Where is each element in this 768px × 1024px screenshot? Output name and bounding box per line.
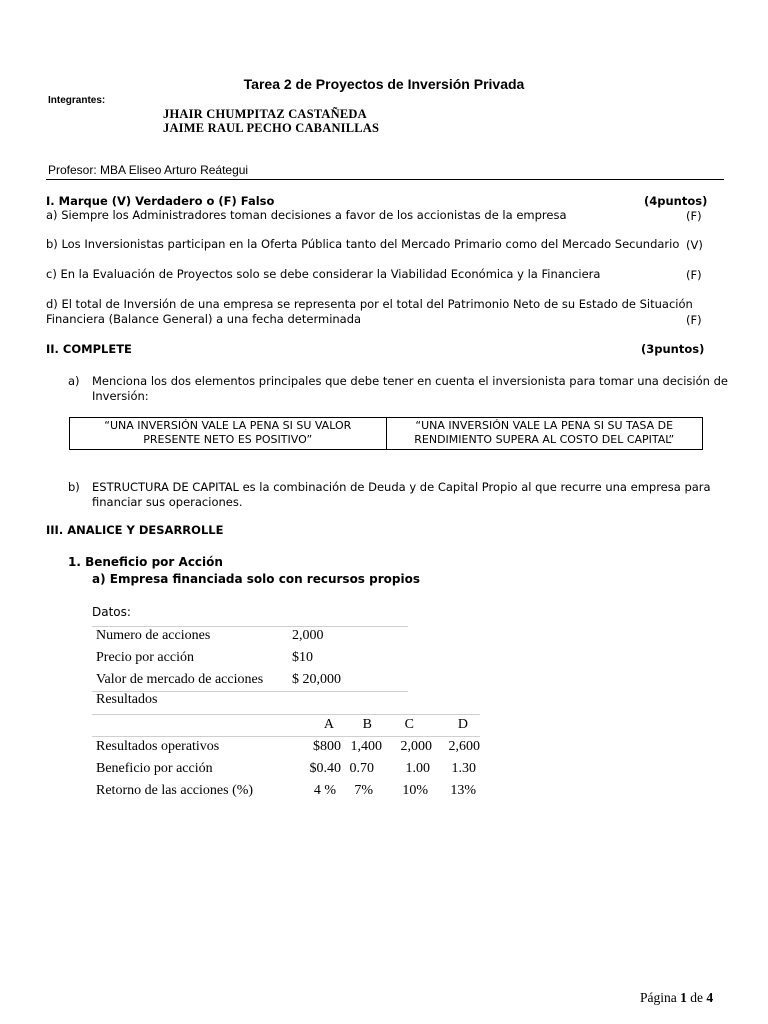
answer-box-left-line: PRESENTE NETO ES POSITIVO” [143,433,313,446]
table-cell: 13% [450,783,476,798]
table-cell: $800 [313,739,341,754]
datos-row-value: 2,000 [292,628,324,643]
question-text: financiar sus operaciones. [92,495,243,509]
table-cell: $0.40 [309,761,341,776]
question-text: Financiera (Balance General) a una fecha determinada [46,312,362,326]
table-cell: 1,400 [350,739,382,754]
table-row-label: Resultados operativos [96,739,220,754]
table-cell: 1.00 [405,761,430,776]
question-text: ESTRUCTURA DE CAPITAL es la combinación de Deuda y de Capital Propio al que recurre una empresa para [92,480,711,494]
column-header: A [323,717,334,732]
answer-box-right [386,418,703,450]
question-answer: (V) [686,238,703,252]
table-cell: 4 % [313,783,336,798]
item-label: a) [68,374,80,388]
question-text: Inversión: [92,389,149,403]
table-cell: 2,600 [448,739,480,754]
table-row-label: Beneficio por acción [96,761,213,776]
page-prefix: Página [640,990,677,1005]
question-text: c) En la Evaluación de Proyectos solo se debe considerar la Viabilidad Económica y la Financiera [46,267,601,281]
resultados-label: Resultados [96,692,158,707]
datos-row-label: Numero de acciones [96,628,211,643]
column-header: B [362,717,372,732]
answer-box-right-line: RENDIMIENTO SUPERA AL COSTO DEL CAPITAL” [414,433,675,446]
question-answer: (F) [686,268,702,282]
section2-title: II. COMPLETE [46,342,132,356]
column-header: D [457,717,468,732]
section3-title: III. ANALICE Y DESARROLLE [46,523,224,537]
question-answer: (F) [686,313,702,327]
section1-title: I. Marque (V) Verdadero o (F) Falso [46,194,275,208]
table-row-label: Retorno de las acciones (%) [96,783,254,798]
document-title: Tarea 2 de Proyectos de Inversión Privada [243,76,525,92]
question-answer: (F) [686,209,702,223]
table-rule [92,714,480,715]
question-text: d) El total de Inversión de una empresa se representa por el total del Patrimonio Neto de su Estado de Situación [46,297,693,311]
page-of: de [690,990,703,1005]
page-number [640,990,713,1006]
professor-line: Profesor: MBA Eliseo Arturo Reátegui [48,163,249,177]
table-cell: 1.30 [451,761,476,776]
page-current: 1 [680,990,687,1005]
table-rule [92,736,480,737]
table-rule [92,626,408,627]
section1-points: (4puntos) [644,194,708,208]
member-name: JHAIR CHUMPITAZ CASTAÑEDA [163,107,367,121]
question-text: b) Los Inversionistas participan en la Oferta Pública tanto del Mercado Primario como del Mercado Secundario [46,237,680,251]
member-name: JAIME RAUL PECHO CABANILLAS [163,121,380,135]
item-label: b) [68,480,80,494]
datos-label: Datos: [92,605,131,619]
answer-box-right-line: “UNA INVERSIÓN VALE LA PENA SI SU TASA DE [415,419,674,432]
question-text: a) Siempre los Administradores toman decisiones a favor de los accionistas de la empresa [46,208,567,222]
table-cell: 10% [402,783,428,798]
datos-row-value: $ 20,000 [292,672,341,687]
members-label: Integrantes: [48,95,106,106]
table-cell: 0.70 [349,761,374,776]
datos-row-value: $10 [292,650,313,665]
datos-row-label: Valor de mercado de acciones [96,672,264,687]
datos-row-label: Precio por acción [96,650,194,665]
section2-points: (3puntos) [641,342,705,356]
table-cell: 7% [354,783,373,798]
answer-box-left [70,418,387,450]
answer-box-left-line: “UNA INVERSIÓN VALE LA PENA SI SU VALOR [104,419,352,432]
subsection-heading: 1. Beneficio por Acción [68,555,223,569]
subsection-heading: a) Empresa financiada solo con recursos propios [92,572,420,586]
question-text: Menciona los dos elementos principales que debe tener en cuenta el inversionista para tomar una decisión de [92,374,728,388]
page-total: 4 [706,990,714,1005]
answer-box-table [69,417,703,450]
column-header: C [404,717,414,732]
header-divider [46,179,724,180]
table-cell: 2,000 [400,739,432,754]
